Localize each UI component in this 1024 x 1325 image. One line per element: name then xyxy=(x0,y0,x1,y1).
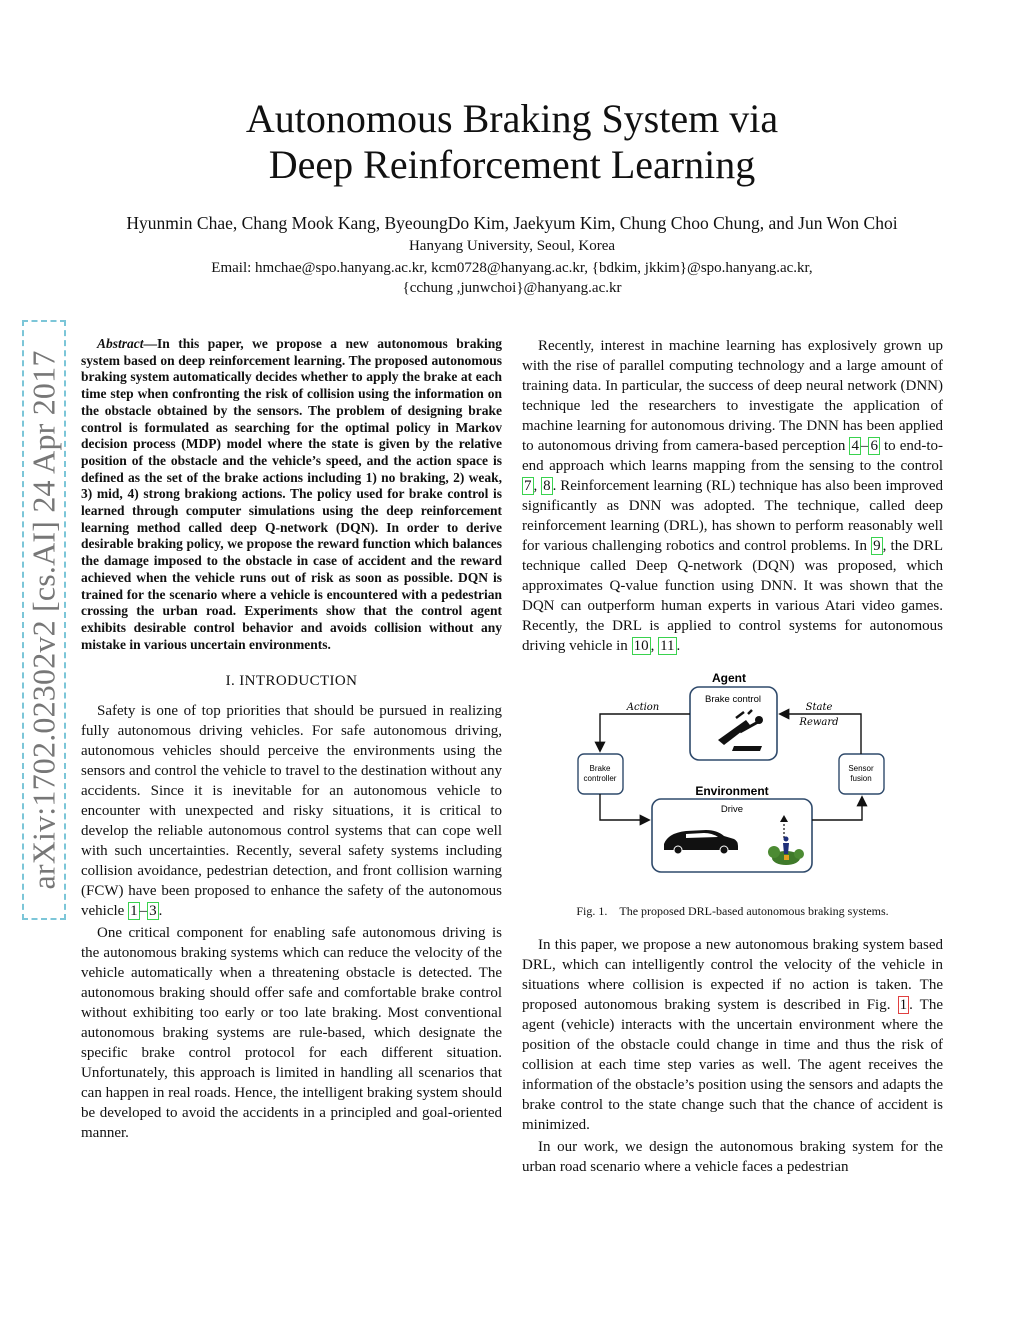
caption-text: The proposed DRL-based autonomous braking systems. xyxy=(619,904,889,918)
intro-paragraph-1 xyxy=(81,701,502,921)
figure-reference-link[interactable]: 1 xyxy=(899,997,908,1013)
p3-text-6: , xyxy=(650,638,659,654)
affiliation: Hanyang University, Seoul, Korea xyxy=(408,238,616,254)
abstract xyxy=(81,336,502,653)
right-column xyxy=(522,336,943,1177)
drl-loop-diagram xyxy=(522,672,943,897)
email-line-2: {cchung ,junwchoi}@hanyang.ac.kr xyxy=(402,280,622,296)
cite-dash: – xyxy=(139,903,148,920)
citation-link[interactable]: 6 xyxy=(870,438,878,454)
cite-dash: – xyxy=(860,438,869,454)
arxiv-id: arXiv:1702.02302v2 [cs.AI] 24 Apr 2017 xyxy=(25,350,62,890)
paper-title xyxy=(0,96,1024,188)
environment-subtitle: Drive xyxy=(720,804,744,815)
citation-link[interactable]: 8 xyxy=(543,478,551,494)
agent-subtitle: Brake control xyxy=(705,694,761,705)
action-label: Action xyxy=(626,702,660,713)
title-line-1: Autonomous Braking System via xyxy=(245,96,779,141)
section-heading-introduction: I. INTRODUCTION xyxy=(225,673,358,690)
p3-text-4: . Reinforcement learning (RL) technique has also been improved significantly as DNN was adopted. The technique, called deep reinforcement learning (DRL), has shown to perform reasonably well for various challenging robotics and control problems. In xyxy=(522,478,944,554)
abstract-label: Abstract xyxy=(97,336,144,351)
reward-label: Reward xyxy=(799,717,839,728)
citation-link[interactable]: 11 xyxy=(660,638,675,654)
figure-1-diagram xyxy=(522,672,943,897)
email-block xyxy=(0,258,1024,298)
intro-p1-end: . xyxy=(158,903,163,920)
brake-controller-line2: controller xyxy=(583,774,617,783)
p3-text-3: , xyxy=(533,478,542,494)
arxiv-stamp xyxy=(22,320,66,920)
intro-paragraph-3 xyxy=(522,336,943,656)
sensor-fusion-line1: Sensor xyxy=(848,764,874,773)
p4-text-2: . The agent (vehicle) interacts with the uncertain environment where the position of the obstacle could change in time and thus the risk of collision at each time step varies as well. The agent receives the information of the obstacle’s position using the sensors and adapts the brake control to the state change such that the chance of accident is minimized. xyxy=(522,997,943,1133)
sensor-fusion-line2: fusion xyxy=(850,774,872,783)
citation-link[interactable]: 7 xyxy=(524,478,532,494)
p4-text-1: In this paper, we propose a new autonomous braking system based DRL, which can intelligently control the velocity of the vehicle in situations where collision is expected if no action is taken. The proposed autonomous braking system is described in Fig. xyxy=(522,937,943,1013)
intro-paragraph-5: In our work, we design the autonomous braking system for the urban road scenario where a vehicle faces a pedestrian xyxy=(522,1139,943,1175)
p3-text-5: , the DRL technique called Deep Q-network (DQN) was proposed, which approximates Q-value function using DNN. It was shown that the DQN can outperform human experts in various Atari video games. Recently, the DRL is applied to control systems for autonomous driving vehicle in xyxy=(522,538,943,654)
caption-label: Fig. 1. xyxy=(576,904,608,918)
intro-paragraph-2: One critical component for enabling safe autonomous driving is the autonomous braking systems which can reduce the velocity of the vehicle automatically when a threatening obstacle is detected. The autonomous braking should offer safe and comfortable brake control without exhibiting too early or too late braking. Most conventional autonomous braking systems are rule-based, which designate the specific brake control protocol for each different situation. Unfortunately, this approach is limited in handling all scenarios that can happen in real roads. Hence, the intelligent braking system should be developed to avoid the accidents in a principled and goal-oriented manner. xyxy=(81,925,502,1142)
left-column xyxy=(81,336,502,1143)
citation-link[interactable]: 3 xyxy=(149,903,157,920)
author-list: Hyunmin Chae, Chang Mook Kang, ByeoungDo Kim, Jaekyum Kim, Chung Choo Chung, and Jun Won Choi xyxy=(126,213,898,233)
title-line-2: Deep Reinforcement Learning xyxy=(268,142,756,187)
intro-paragraph-4 xyxy=(522,935,943,1135)
citation-link[interactable]: 1 xyxy=(130,903,138,920)
citation-link[interactable]: 4 xyxy=(851,438,859,454)
citation-link[interactable]: 10 xyxy=(633,638,649,654)
state-label: State xyxy=(805,702,833,713)
citation-link[interactable]: 9 xyxy=(873,538,881,554)
p3-text-2: to end-to-end approach which learns mapping from the sensing to the control xyxy=(522,438,944,474)
figure-1-caption xyxy=(522,903,943,919)
p3-text-1: Recently, interest in machine learning has explosively grown up with the rise of parallel computing technology and a large amount of training data. In particular, the success of deep neural network (DNN) technique led the researchers to investigate the application of machine learning for autonomous driving. The DNN has been applied to autonomous driving from camera-based perception xyxy=(522,338,943,454)
brake-controller-line1: Brake xyxy=(589,764,611,773)
environment-title: Environment xyxy=(695,784,769,798)
p3-text-7: . xyxy=(676,638,681,654)
email-line-1: Email: hmchae@spo.hanyang.ac.kr, kcm0728@hanyang.ac.kr, {bdkim, jkkim}@spo.hanyang.ac.kr, xyxy=(211,260,813,276)
agent-title: Agent xyxy=(712,672,746,685)
abstract-text: —In this paper, we propose a new autonomous braking system based on deep reinforcement learning. The proposed autonomous braking system automatically decides whether to apply the brake at each time step when confronting the risk of collision using the information on the obstacle obtained by the sensors. The problem of designing brake control is formulated as searching for the optimal policy in Markov decision process (MDP) model where the state is given by the relative position of the obstacle and the vehicle’s speed, and the action space is defined as the set of the brake actions including 1) no braking, 2) weak, 3) mid, 4) strong brakiong actions. The policy used for brake control is learned through computer simulations using the deep reinforcement learning method called deep Q-network (DQN). In order to derive desirable braking policy, we propose the reward function which balances the damage imposed to the obstacle in case of accident and the reward achieved when the vehicle runs out of risk as soon as possible. DQN is trained for the scenario where a vehicle is encountered with a pedestrian crossing the urban road. Experiments show that the control agent exhibits desirable control behavior and avoids collision without any mistake in various uncertain environments. xyxy=(81,336,502,652)
intro-p1-text: Safety is one of top priorities that should be pursued in realizing fully autonomous driving vehicles. For safe autonomous driving, autonomous vehicles should perceive the environments using the sensors and control the vehicle to travel to the destination without any accidents. Since it is inevitable for an autonomous vehicle to encounter with unexpected and risky situations, it is critical to develop the reliable autonomous control systems that can cope well with such uncertainties. Recently, several safety systems including collision avoidance, pedestrian detection, and front collision warning (FCW) have been proposed to enhance the safety of the autonomous vehicle xyxy=(81,703,502,920)
